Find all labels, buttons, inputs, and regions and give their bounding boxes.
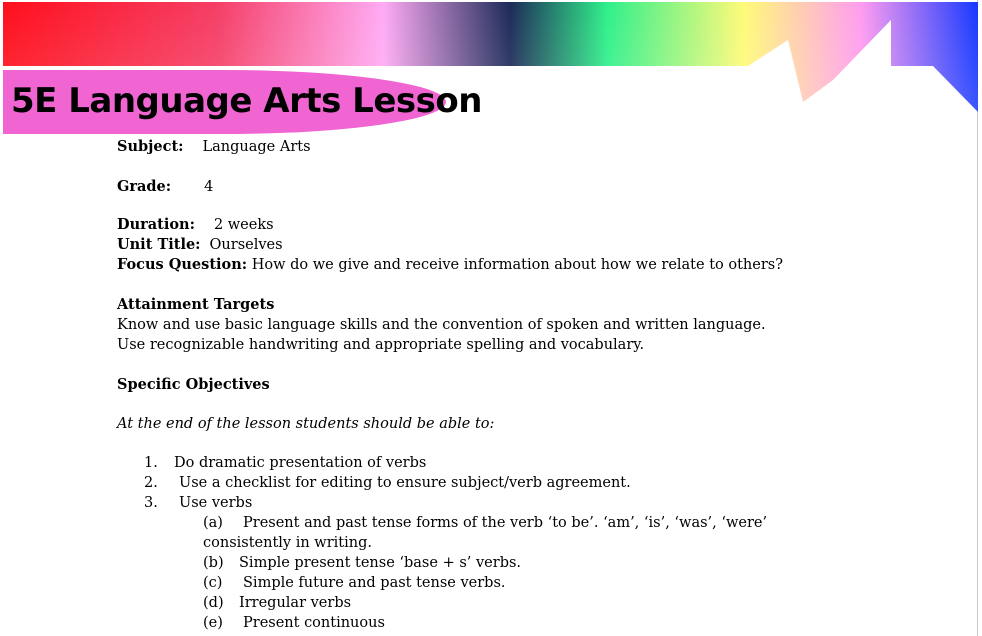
list-text: Use verbs <box>179 495 253 511</box>
sub-item <box>117 593 937 613</box>
sub-item-letter: (a) <box>203 515 223 531</box>
sub-item <box>117 573 937 593</box>
attainment-heading: Attainment Targets <box>117 296 275 313</box>
sub-item-text: Irregular verbs <box>239 595 352 611</box>
subject-row <box>117 137 937 157</box>
subject-value: Language Arts <box>202 139 311 155</box>
document-title: 5E Language Arts Lesson <box>11 81 482 121</box>
list-item <box>117 493 937 513</box>
focus-question-value: How do we give and receive information about how we relate to others? <box>251 257 783 273</box>
list-item <box>117 473 937 493</box>
list-number: 2. <box>144 475 158 491</box>
list-item <box>117 453 937 473</box>
sub-item-letter: (d) <box>203 595 224 611</box>
duration-value: 2 weeks <box>213 217 274 233</box>
objectives-heading: Specific Objectives <box>117 376 270 393</box>
list-number: 1. <box>144 455 158 471</box>
focus-question-row <box>117 255 937 275</box>
lesson-content <box>117 137 937 633</box>
grade-row <box>117 177 937 197</box>
sub-item-letter: (c) <box>203 575 223 591</box>
unit-title-label: Unit Title: <box>117 236 201 253</box>
subject-label: Subject: <box>117 138 184 155</box>
list-text: Do dramatic presentation of verbs <box>174 455 427 471</box>
unit-title-value: Ourselves <box>209 237 283 253</box>
sub-item-text: Simple present tense ‘base + s’ verbs. <box>239 555 522 571</box>
sub-item <box>117 513 937 533</box>
attainment-line-1: Know and use basic language skills and the convention of spoken and written language. <box>117 317 766 333</box>
sub-item-letter: (e) <box>203 615 223 631</box>
sub-item-text: Present continuous <box>243 615 385 631</box>
sub-item <box>117 553 937 573</box>
sub-item-text: Present and past tense forms of the verb ‘to be’. ‘am’, ‘is’, ‘was’, ‘were’ <box>243 515 768 531</box>
sub-item-continuation: consistently in writing. <box>203 535 372 551</box>
objectives-intro: At the end of the lesson students should be able to: <box>117 416 495 432</box>
sub-item <box>117 613 937 633</box>
list-number: 3. <box>144 495 158 511</box>
grade-label: Grade: <box>117 178 172 195</box>
list-text: Use a checklist for editing to ensure subject/verb agreement. <box>179 475 631 491</box>
duration-row <box>117 215 937 235</box>
focus-question-label: Focus Question: <box>117 256 248 273</box>
duration-label: Duration: <box>117 216 195 233</box>
grade-value: 4 <box>204 179 214 195</box>
sub-item-letter: (b) <box>203 555 224 571</box>
attainment-line-2: Use recognizable handwriting and appropriate spelling and vocabulary. <box>117 337 645 353</box>
sub-item-text: Simple future and past tense verbs. <box>243 575 506 591</box>
unit-title-row <box>117 235 937 255</box>
